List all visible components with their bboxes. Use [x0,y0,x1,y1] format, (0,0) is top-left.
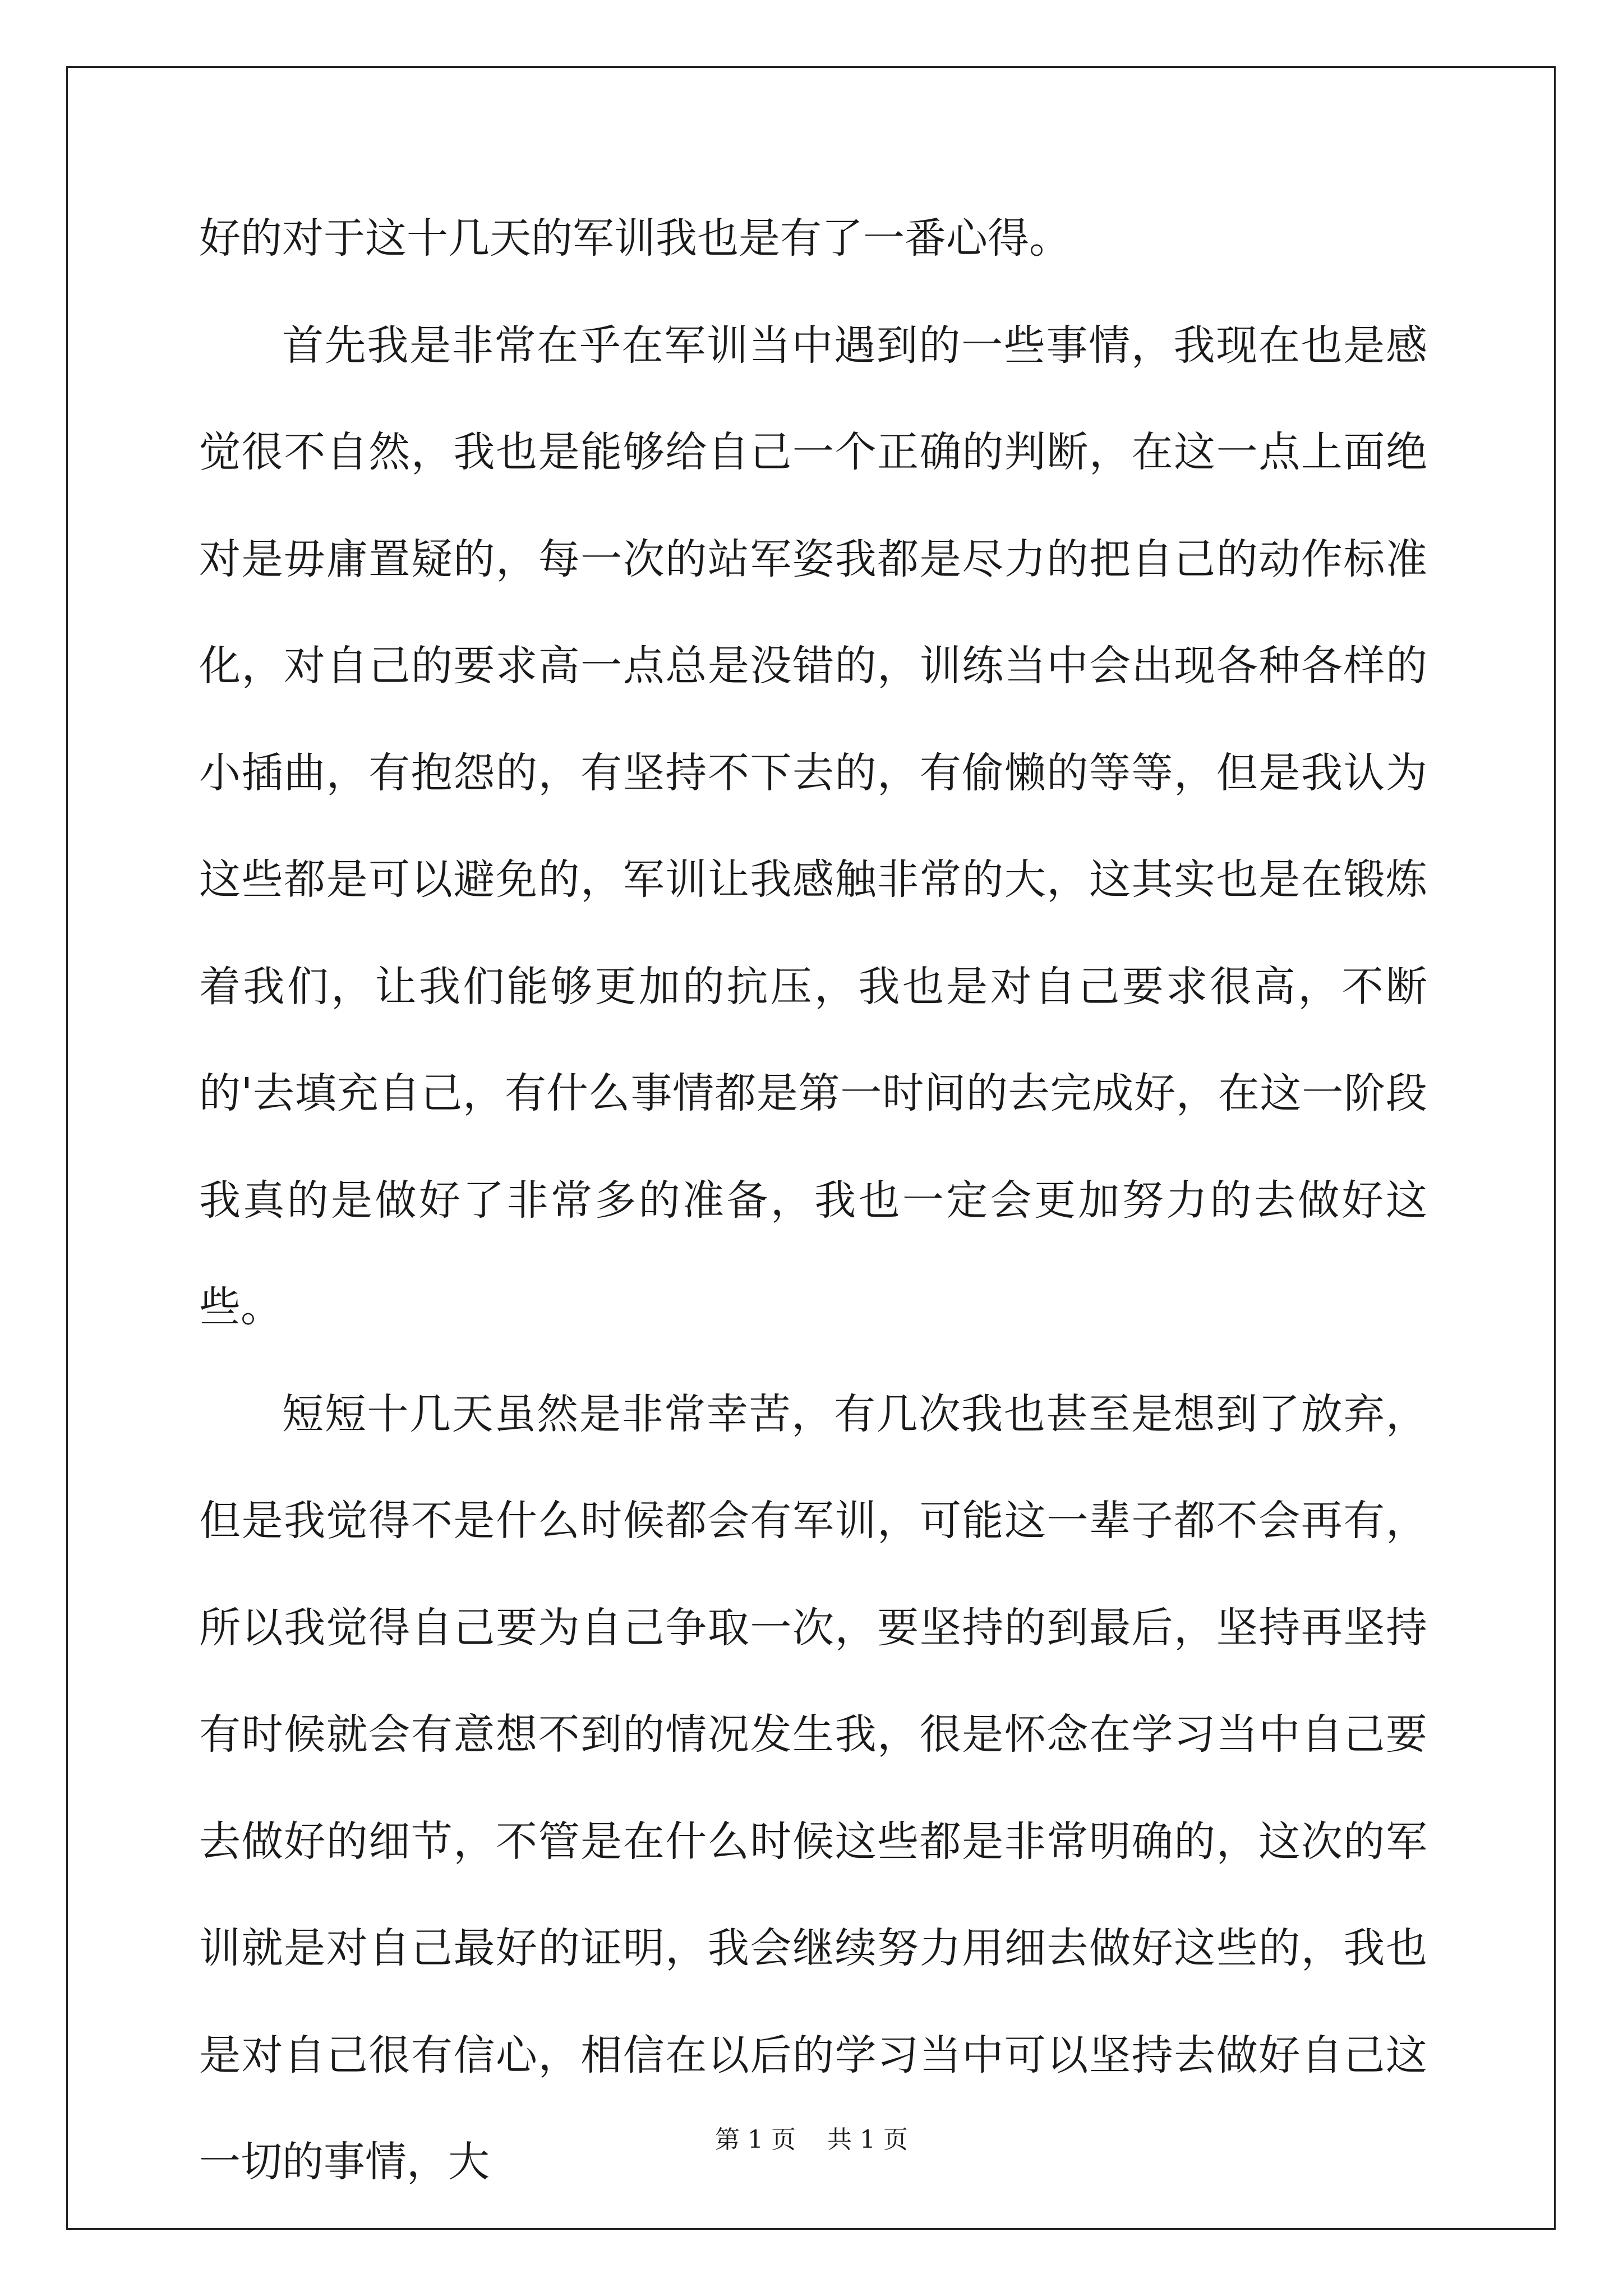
document-body [199,185,1427,2216]
page-number-footer: 第 1 页 共 1 页 [715,2125,908,2154]
paragraph-3: 短短十几天虽然是非常幸苦，有几次我也甚至是想到了放弃，但是我觉得不是什么时候都会有军训，可能这一辈子都不会再有，所以我觉得自己要为自己争取一次，要坚持的到最后，坚持再坚持有时候就会有意想不到的情况发生我，很是怀念在学习当中自己要去做好的细节，不管是在什么时候这些都是非常明确的，这次的军训就是对自己最好的证明，我会继续努力用细去做好这些的，我也是对自己很有信心，相信在以后的学习当中可以坚持去做好自己这一切的事情，大 [199,1389,1427,2186]
paragraph-1: 好的对于这十几天的军训我也是有了一番心得。 [199,214,1071,263]
paragraph-2: 首先我是非常在乎在军训当中遇到的一些事情，我现在也是感觉很不自然，我也是能够给自己一个正确的判断，在这一点上面绝对是毋庸置疑的，每一次的站军姿我都是尽力的把自己的动作标准化，对自己的要求高一点总是没错的，训练当中会出现各种各样的小插曲，有抱怨的，有坚持不下去的，有偷懒的等等，但是我认为这些都是可以避免的，军训让我感触非常的大，这其实也是在锻炼着我们，让我们能够更加的抗压，我也是对自己要求很高，不断的'去填充自己，有什么事情都是第一时间的去完成好，在这一阶段我真的是做好了非常多的准备，我也一定会更加努力的去做好这些。 [199,321,1427,1331]
